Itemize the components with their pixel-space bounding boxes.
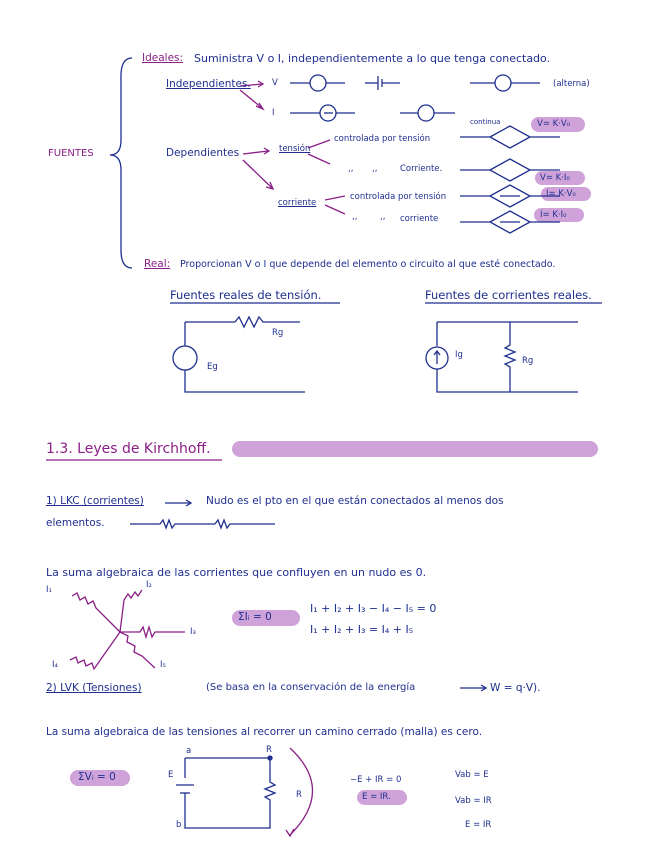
alterna-label: (alterna) <box>553 79 590 89</box>
real-label: Real: <box>144 258 171 270</box>
r-label: R <box>296 790 302 800</box>
lvk-eq2: E = IR. <box>362 792 391 802</box>
formula-i-kv: I= K·V₀ <box>546 189 576 199</box>
continua-label: continua <box>470 118 501 126</box>
suma-corrientes: La suma algebraica de las corrientes que confluyen en un nudo es 0. <box>46 566 427 579</box>
lkc-eq1: I₁ + I₂ + I₃ − I₄ − I₅ = 0 <box>310 602 437 615</box>
fuentes-tension-heading: Fuentes reales de tensión. <box>170 288 322 302</box>
node-b-label: b <box>176 820 182 830</box>
ditto-2: ,, <box>372 164 378 174</box>
lvk-label: 2) LVK (Tensiones) <box>46 682 142 694</box>
ctrl-corriente-2: corriente <box>400 214 439 224</box>
current-label-i3: I₃ <box>190 627 196 637</box>
lkc-eq2: I₁ + I₂ + I₃ = I₄ + I₅ <box>310 623 414 636</box>
lkc-text: Nudo es el pto en el que están conectados al menos dos <box>206 495 504 507</box>
vab-1: Vab = E <box>455 770 489 780</box>
ig-label: Ig <box>455 350 463 360</box>
rg-label-2: Rg <box>522 356 534 366</box>
node-a-label: a <box>186 746 192 756</box>
ctrl-tension-1: controlada por tensión <box>334 134 431 144</box>
sum-i-formula: ΣIᵢ = 0 <box>238 611 272 623</box>
tension-label: tensión <box>279 144 311 154</box>
current-label-i2: I₂ <box>146 580 152 590</box>
real-text: Proporcionan V o I que depende del elemento o circuito al que esté conectado. <box>180 259 556 270</box>
e-label: E <box>168 770 174 780</box>
independientes-label: Independientes. <box>166 78 251 90</box>
lvk-eq1: −E + IR = 0 <box>350 775 402 785</box>
indep-i-label: I <box>272 108 275 118</box>
ditto-3: ,, <box>352 212 358 222</box>
section-title: 1.3. Leyes de Kirchhoff. <box>46 441 211 457</box>
vab-2: Vab = IR <box>455 796 492 806</box>
sum-v-formula: ΣVᵢ = 0 <box>78 771 116 783</box>
current-label-i1: I₁ <box>46 585 52 595</box>
lkc-label: 1) LKC (corrientes) <box>46 495 144 507</box>
current-label-i4: I₄ <box>52 660 58 670</box>
w-equation: W = q·V). <box>490 682 541 694</box>
rg-label: Rg <box>272 328 284 338</box>
formula-v-kv: V= K·V₀ <box>537 119 571 129</box>
vab-3: E = IR <box>465 820 492 830</box>
eg-label: Eg <box>207 362 218 372</box>
lvk-text: (Se basa en la conservación de la energía <box>206 682 416 693</box>
ideales-text: Suministra V o I, independientemente a lo que tenga conectado. <box>194 52 551 65</box>
ditto-1: ,, <box>348 164 354 174</box>
ideales-label: Ideales: <box>142 52 184 64</box>
r-label-top: R <box>266 745 272 755</box>
fuentes-corriente-heading: Fuentes de corrientes reales. <box>425 288 592 302</box>
current-label-i5: I₅ <box>160 660 166 670</box>
formula-v-ki: V= K·I₀ <box>540 173 570 183</box>
lkc-text-2: elementos. <box>46 517 105 529</box>
corriente-label: corriente <box>278 198 317 208</box>
fuentes-label: FUENTES <box>48 148 94 159</box>
ctrl-tension-2: controlada por tensión <box>350 192 447 202</box>
ctrl-corriente-1: Corriente. <box>400 164 443 174</box>
indep-v-label: V <box>272 78 278 88</box>
ditto-4: ,, <box>380 212 386 222</box>
suma-tensiones: La suma algebraica de las tensiones al recorrer un camino cerrado (malla) es cero. <box>46 726 483 738</box>
formula-i-ki: I= K·I₀ <box>540 210 567 220</box>
dependientes-label: Dependientes <box>166 147 240 159</box>
